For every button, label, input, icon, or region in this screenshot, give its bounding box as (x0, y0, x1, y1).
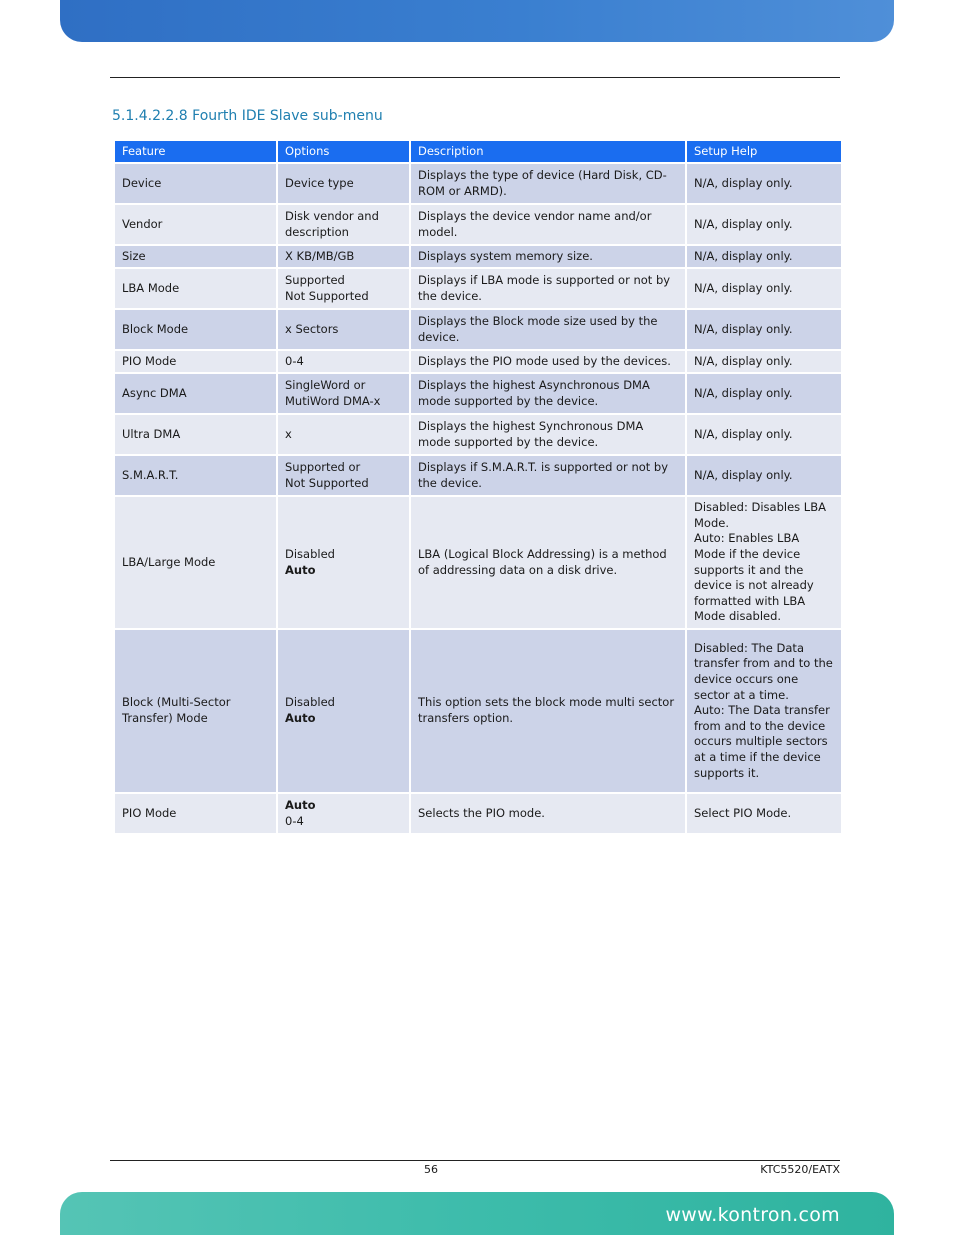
cell-options (278, 456, 409, 495)
top-divider (110, 77, 840, 78)
cell-setup-help: N/A, display only. (687, 456, 841, 495)
section-title: 5.1.4.2.2.8 Fourth IDE Slave sub-menu (112, 108, 383, 124)
cell-setup-help: N/A, display only. (687, 269, 841, 308)
option-value: x (285, 426, 292, 441)
cell-setup-help: N/A, display only. (687, 310, 841, 349)
cell-options (278, 246, 409, 267)
cell-description: Displays the highest Asynchronous DMA mode supported by the device. (411, 374, 685, 413)
table-row (115, 497, 841, 628)
table-row (115, 351, 841, 372)
cell-setup-help: Disabled: Disables LBA Mode. Auto: Enables LBA Mode if the device supports it and the device is not already formatted with LBA Mode disabled. (687, 497, 841, 628)
option-value: 0-4 (285, 353, 304, 368)
table-header-row (115, 141, 841, 162)
cell-feature: Block (Multi-Sector Transfer) Mode (115, 630, 276, 792)
cell-description: Displays the Block mode size used by the device. (411, 310, 685, 349)
option-value: Disabled (285, 546, 335, 561)
cell-feature: Block Mode (115, 310, 276, 349)
document-id: KTC5520/EATX (760, 1163, 840, 1176)
cell-setup-help: Disabled: The Data transfer from and to the device occurs one sector at a time. Auto: The Data transfer from and to the device occurs multiple sectors at a time if the device supports it. (687, 630, 841, 792)
table-body (115, 164, 841, 833)
option-value: 0-4 (285, 813, 304, 828)
cell-description: Displays the type of device (Hard Disk, CD-ROM or ARMD). (411, 164, 685, 203)
table-row (115, 794, 841, 833)
cell-feature: Ultra DMA (115, 415, 276, 454)
cell-description: Displays if S.M.A.R.T. is supported or not by the device. (411, 456, 685, 495)
table-row (115, 630, 841, 792)
top-banner (60, 0, 894, 42)
cell-feature: PIO Mode (115, 351, 276, 372)
table-row (115, 205, 841, 244)
option-value: Supported or (285, 459, 361, 474)
option-value: MutiWord DMA-x (285, 393, 381, 408)
cell-setup-help: Select PIO Mode. (687, 794, 841, 833)
cell-setup-help: N/A, display only. (687, 374, 841, 413)
option-value: Device type (285, 175, 354, 190)
header-feature: Feature (115, 141, 276, 162)
cell-description: Displays the PIO mode used by the devices. (411, 351, 685, 372)
cell-feature: PIO Mode (115, 794, 276, 833)
option-value: x Sectors (285, 321, 339, 336)
cell-options (278, 269, 409, 308)
cell-setup-help: N/A, display only. (687, 205, 841, 244)
cell-options (278, 497, 409, 628)
header-options: Options (278, 141, 409, 162)
cell-options (278, 310, 409, 349)
header-setup-help: Setup Help (687, 141, 841, 162)
cell-description: Displays system memory size. (411, 246, 685, 267)
table-row (115, 456, 841, 495)
option-value: SingleWord or (285, 377, 366, 392)
option-value: Auto (285, 562, 316, 577)
page-number: 56 (424, 1163, 438, 1176)
option-value: Auto (285, 797, 316, 812)
cell-options (278, 794, 409, 833)
option-value: Supported (285, 272, 345, 287)
bottom-divider (110, 1160, 840, 1161)
cell-feature: S.M.A.R.T. (115, 456, 276, 495)
table-row (115, 269, 841, 308)
cell-description: Displays the highest Synchronous DMA mode supported by the device. (411, 415, 685, 454)
cell-description: This option sets the block mode multi sector transfers option. (411, 630, 685, 792)
cell-options (278, 164, 409, 203)
website-url[interactable]: www.kontron.com (665, 1204, 840, 1226)
cell-setup-help: N/A, display only. (687, 351, 841, 372)
option-value: Not Supported (285, 288, 369, 303)
table-row (115, 164, 841, 203)
cell-feature: LBA Mode (115, 269, 276, 308)
cell-options (278, 415, 409, 454)
table-row (115, 374, 841, 413)
table-row (115, 310, 841, 349)
cell-description: Displays if LBA mode is supported or not by the device. (411, 269, 685, 308)
option-value: X KB/MB/GB (285, 248, 355, 263)
cell-feature: Vendor (115, 205, 276, 244)
cell-feature: LBA/Large Mode (115, 497, 276, 628)
cell-options (278, 630, 409, 792)
cell-options (278, 374, 409, 413)
cell-setup-help: N/A, display only. (687, 164, 841, 203)
cell-description: Selects the PIO mode. (411, 794, 685, 833)
cell-feature: Size (115, 246, 276, 267)
option-value: Auto (285, 711, 316, 725)
bottom-banner (60, 1192, 894, 1235)
cell-description: LBA (Logical Block Addressing) is a method of addressing data on a disk drive. (411, 497, 685, 628)
table-row (115, 246, 841, 267)
cell-setup-help: N/A, display only. (687, 246, 841, 267)
cell-feature: Async DMA (115, 374, 276, 413)
cell-description: Displays the device vendor name and/or model. (411, 205, 685, 244)
option-value: Disabled (285, 695, 335, 710)
option-value: Not Supported (285, 475, 369, 490)
table-row (115, 415, 841, 454)
header-description: Description (411, 141, 685, 162)
cell-options (278, 205, 409, 244)
feature-table (113, 139, 843, 835)
cell-options (278, 351, 409, 372)
cell-setup-help: N/A, display only. (687, 415, 841, 454)
option-value: Disk vendor and description (285, 208, 379, 239)
cell-feature: Device (115, 164, 276, 203)
